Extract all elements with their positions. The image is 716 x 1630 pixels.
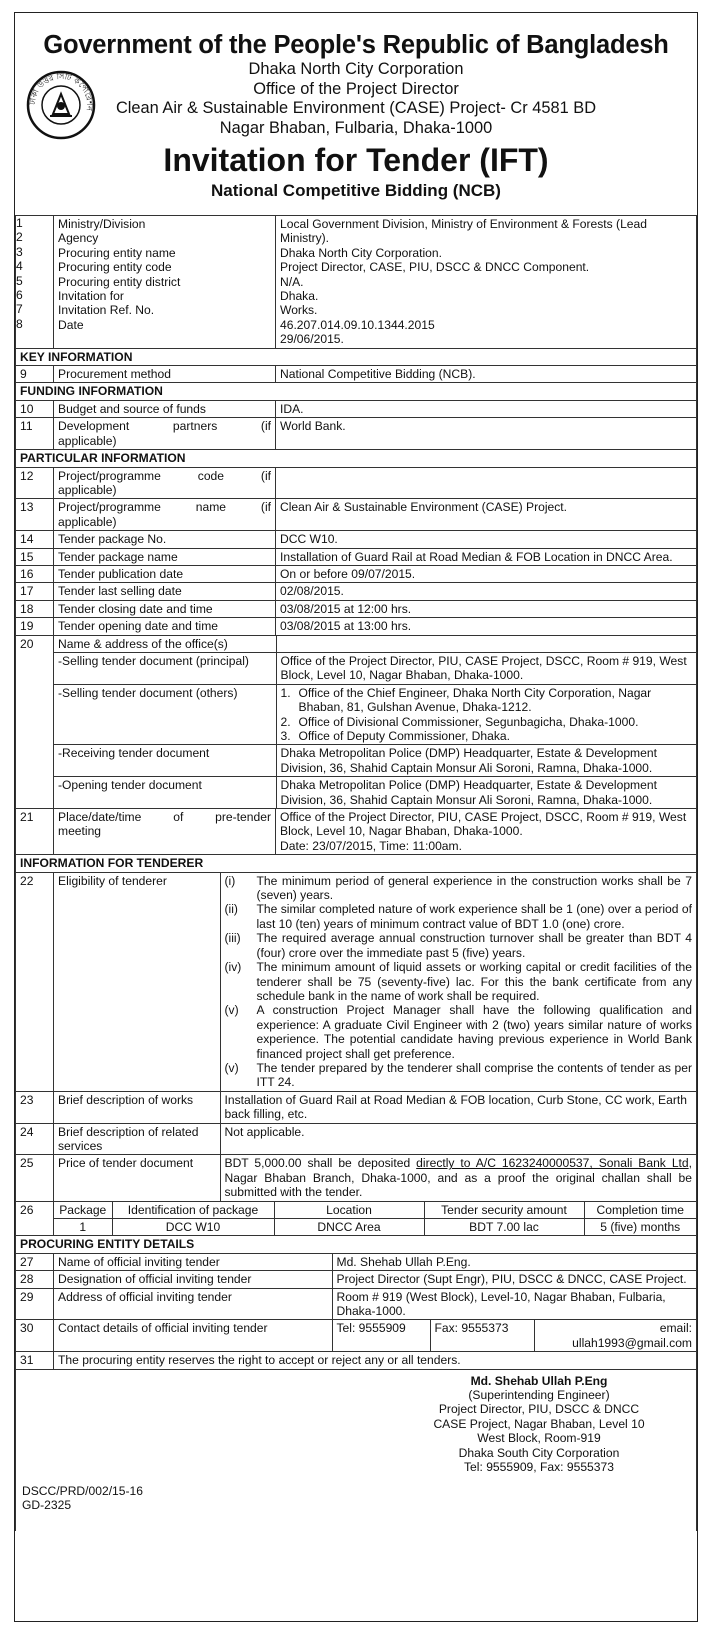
text-cell: Location bbox=[274, 1202, 424, 1219]
text-cell: Works. bbox=[280, 303, 318, 318]
text-cell: Procurement method bbox=[54, 366, 276, 383]
table-cell bbox=[276, 809, 697, 855]
table-row bbox=[16, 583, 697, 600]
header-line: Dhaka North City Corporation bbox=[248, 60, 464, 78]
section-heading bbox=[16, 855, 697, 872]
text-cell: (iii) bbox=[224, 931, 241, 946]
section-heading bbox=[16, 1236, 697, 1253]
text-cell: Price of tender document bbox=[54, 1155, 220, 1200]
header-line: Clean Air & Sustainable Environment (CASE) Project- Cr 4581 BD bbox=[115, 99, 597, 117]
text-cell: 46.207.014.09.10.1344.2015 bbox=[280, 317, 435, 332]
text-cell: Tender closing date and time bbox=[54, 600, 276, 617]
text-cell: 24 bbox=[16, 1123, 54, 1155]
table-row bbox=[16, 1155, 697, 1201]
text-cell: Agency bbox=[58, 231, 99, 246]
text-cell: Room # 919 (West Block), Level-10, Nagar Bhaban, Fulbaria, Dhaka-1000. bbox=[336, 1289, 666, 1319]
text-cell: GD-2325 bbox=[22, 1498, 72, 1513]
text-cell: Project Director, CASE, PIU, DSCC & DNCC Component. bbox=[280, 260, 590, 275]
table-row bbox=[16, 400, 697, 417]
table-cell bbox=[54, 467, 276, 499]
text-cell: IDA. bbox=[276, 400, 697, 417]
table-cell bbox=[54, 418, 276, 450]
table-row bbox=[16, 1253, 697, 1270]
text-cell: KEY INFORMATION bbox=[16, 348, 697, 365]
text-cell: The procuring entity reserves the right to accept or reject any or all tenders. bbox=[54, 1352, 697, 1369]
text-cell: Dhaka Metropolitan Police (DMP) Headquarter, Estate & Development Division, 36, Shahid Captain Monsur Ali Soroni, Ramna, Dhaka-1000. bbox=[276, 777, 696, 808]
seal-icon bbox=[26, 70, 96, 140]
text-cell: applicable) bbox=[58, 482, 117, 497]
table-cell bbox=[54, 635, 697, 808]
text-cell: 9 bbox=[16, 366, 54, 383]
text-cell bbox=[276, 467, 697, 499]
table-cell bbox=[225, 874, 693, 903]
table-cell bbox=[225, 960, 693, 1003]
text-cell: 02/08/2015. bbox=[276, 583, 697, 600]
text-cell: 03/08/2015 at 13:00 hrs. bbox=[276, 618, 697, 635]
text-cell: 31 bbox=[16, 1352, 54, 1369]
text-cell: 8 bbox=[16, 316, 23, 331]
text-cell: FUNDING INFORMATION bbox=[16, 383, 697, 400]
text-cell: 1 bbox=[16, 216, 23, 230]
text-cell: 12 bbox=[16, 467, 54, 499]
text-cell: -Selling tender document (principal) bbox=[54, 652, 276, 684]
signature-row bbox=[16, 1369, 697, 1531]
text-cell: Office of the Project Director, PIU, CASE Project, DSCC, Room # 919, West Block, Level 10, Nagar Bhaban, Dhaka-1000. bbox=[276, 652, 696, 684]
text-cell: Brief description of related services bbox=[54, 1124, 220, 1155]
text-cell: The minimum period of general experience in the construction works shall be 7 (seven) years. bbox=[256, 873, 692, 903]
table-row bbox=[16, 531, 697, 548]
text-cell: The minimum amount of liquid assets or working capital or credit facilities of the tenderer shall be 75 (seventy-five) lac. For this the bank certificate from any schedule bank in the name of work shall be required. bbox=[256, 960, 692, 1003]
text-cell: The required average annual construction turnover shall be greater than BDT 4 (four) crore over the immediate past 5 (five) years. bbox=[256, 931, 692, 960]
text-cell: The tender prepared by the tenderer shall comprise the contents of tender as per ITT 24. bbox=[256, 1060, 692, 1090]
text-cell: (if bbox=[260, 500, 271, 515]
table-row bbox=[16, 1091, 697, 1123]
text-cell: (Superintending Engineer) bbox=[468, 1388, 610, 1403]
text-cell: Completion time bbox=[584, 1202, 696, 1219]
ncb-subtitle: National Competitive Bidding (NCB) bbox=[211, 181, 501, 200]
text-cell: , Nagar Bhaban Branch, Dhaka-1000, and as a proof the original challan shall be submitted with the tender. bbox=[224, 1156, 693, 1200]
text-cell: Dhaka. bbox=[280, 289, 319, 304]
table-cell bbox=[58, 810, 271, 824]
text-cell: DCC W10 bbox=[112, 1219, 274, 1236]
table-cell bbox=[225, 931, 693, 960]
text-cell: 27 bbox=[16, 1253, 54, 1270]
text-cell: email: ullah1993@gmail.com bbox=[572, 1321, 692, 1350]
text-cell: 13 bbox=[16, 499, 54, 531]
text-cell: 18 bbox=[16, 600, 54, 617]
table-row bbox=[16, 1201, 697, 1236]
text-cell: Budget and source of funds bbox=[54, 400, 276, 417]
section-heading bbox=[16, 348, 697, 365]
text-cell: 1 bbox=[54, 1219, 112, 1236]
seal-text: ঢাকা উত্তর সিটি কর্পোরেশন bbox=[27, 71, 95, 112]
text-cell: DNCC Area bbox=[274, 1219, 424, 1236]
text-cell: Dhaka Metropolitan Police (DMP) Headquarter, Estate & Development Division, 36, Shahid Captain Monsur Ali Soroni, Ramna, Dhaka-1000. bbox=[276, 745, 696, 777]
table-cell bbox=[54, 809, 276, 855]
header-line: Office of the Project Director bbox=[253, 79, 459, 98]
text-cell: Tender package name bbox=[54, 548, 276, 565]
table-cell bbox=[58, 419, 271, 433]
text-cell: Procuring entity code bbox=[58, 260, 172, 275]
text-cell: West Block, Room-919 bbox=[477, 1431, 601, 1446]
text-cell: Tender opening date and time bbox=[54, 618, 276, 635]
table-row bbox=[16, 1288, 697, 1320]
text-cell: 29/06/2015. bbox=[280, 332, 344, 347]
table-cell bbox=[54, 1201, 697, 1236]
text-cell: PROCURING ENTITY DETAILS bbox=[16, 1236, 697, 1253]
text-cell: A construction Project Manager shall have the following qualification and experience: A graduate Civil Engineer with 2 (two) years similar nature of works experience. The potential candidate having previous experience in World Bank financed project shall get preference. bbox=[256, 1003, 692, 1061]
text-cell: 5 bbox=[16, 273, 23, 288]
text-cell: 28 bbox=[16, 1271, 54, 1288]
text-cell: (ii) bbox=[224, 902, 238, 917]
text-cell: 15 bbox=[16, 548, 54, 565]
text-cell: Office of Divisional Commissioner, Segunbagicha, Dhaka-1000. bbox=[298, 714, 639, 729]
text-cell: Tender security amount bbox=[424, 1202, 584, 1219]
text-cell: DSCC/PRD/002/15-16 bbox=[22, 1483, 143, 1498]
table-row bbox=[16, 548, 697, 565]
text-cell: partners bbox=[172, 419, 218, 434]
text-cell: 17 bbox=[16, 583, 54, 600]
text-cell: 7 bbox=[16, 302, 23, 317]
text-cell: Tender last selling date bbox=[54, 583, 276, 600]
text-cell: (if bbox=[260, 419, 271, 434]
table-row bbox=[16, 809, 697, 855]
text-cell: Development bbox=[58, 419, 130, 434]
text-cell: N/A. bbox=[280, 274, 304, 289]
table-cell bbox=[220, 1155, 696, 1200]
table-cell bbox=[58, 469, 271, 483]
table-cell bbox=[16, 216, 54, 349]
header bbox=[15, 13, 697, 215]
text-cell: Tender package No. bbox=[54, 531, 276, 548]
text-cell: Project Director (Supt Engr), PIU, DSCC & DNCC, CASE Project. bbox=[336, 1272, 687, 1287]
text-cell: Brief description of works bbox=[54, 1092, 220, 1123]
table-row bbox=[16, 635, 697, 808]
table-cell bbox=[54, 1253, 697, 1270]
table-cell bbox=[276, 216, 697, 349]
table-cell bbox=[281, 686, 693, 715]
table-row bbox=[16, 1123, 697, 1155]
table-cell bbox=[54, 1155, 697, 1201]
text-cell: meeting bbox=[58, 824, 102, 839]
table-row bbox=[16, 418, 697, 450]
ift-title: Invitation for Tender (IFT) bbox=[163, 142, 549, 178]
text-cell: 25 bbox=[16, 1155, 54, 1201]
text-cell: -Receiving tender document bbox=[54, 745, 276, 777]
text-cell: Local Government Division, Ministry of Environment & Forests (Lead Ministry). bbox=[280, 217, 647, 246]
text-cell: directly to A/C 1623240000537, Sonali Bank Ltd bbox=[416, 1156, 689, 1171]
text-cell: Name of official inviting tender bbox=[54, 1254, 332, 1270]
table-row bbox=[16, 1352, 697, 1369]
text-cell: Not applicable. bbox=[224, 1124, 305, 1139]
text-cell: BDT 5,000.00 shall be deposited bbox=[224, 1156, 417, 1171]
text-cell: Clean Air & Sustainable Environment (CASE) Project. bbox=[276, 499, 697, 531]
text-cell: BDT 7.00 lac bbox=[424, 1219, 584, 1236]
text-cell: Date: 23/07/2015, Time: 11:00am. bbox=[280, 838, 462, 853]
text-cell: 03/08/2015 at 12:00 hrs. bbox=[276, 600, 697, 617]
text-cell: Dhaka North City Corporation. bbox=[280, 245, 442, 260]
text-cell: code bbox=[197, 468, 224, 483]
table-cell bbox=[54, 1091, 697, 1123]
text-cell: Designation of official inviting tender bbox=[54, 1271, 332, 1287]
package-table bbox=[54, 1202, 696, 1236]
text-cell: Tender publication date bbox=[54, 565, 276, 582]
text-cell: DCC W10. bbox=[276, 531, 697, 548]
table-cell bbox=[54, 872, 697, 1091]
table-cell bbox=[225, 1003, 693, 1061]
text-cell: (v) bbox=[224, 1060, 239, 1075]
text-cell: PARTICULAR INFORMATION bbox=[16, 450, 697, 467]
tender-table bbox=[15, 215, 697, 1531]
text-cell: Project/programme bbox=[58, 500, 161, 515]
text-cell: Procuring entity district bbox=[58, 274, 181, 289]
tender-notice bbox=[14, 12, 698, 1622]
table-row bbox=[16, 872, 697, 1091]
text-cell: pre-tender bbox=[215, 810, 271, 825]
text-cell: 14 bbox=[16, 531, 54, 548]
text-cell: 20 bbox=[16, 635, 54, 808]
text-cell: (v) bbox=[224, 1003, 239, 1018]
table-cell bbox=[225, 1061, 693, 1090]
text-cell: Procuring entity name bbox=[58, 245, 176, 260]
table-cell bbox=[225, 902, 693, 931]
text-cell: Md. Shehab Ullah P.Eng bbox=[470, 1373, 608, 1388]
text-cell: of bbox=[173, 810, 184, 825]
gov-title: Government of the People's Republic of Bangladesh bbox=[43, 31, 669, 59]
text-cell: -Opening tender document bbox=[54, 777, 276, 808]
text-cell: CASE Project, Nagar Bhaban, Level 10 bbox=[433, 1416, 645, 1431]
text-cell: 10 bbox=[16, 400, 54, 417]
table-row bbox=[16, 366, 697, 383]
text-cell: Office of Deputy Commissioner, Dhaka. bbox=[298, 729, 511, 743]
text-cell: Project Director, PIU, DSCC & DNCC bbox=[438, 1402, 640, 1417]
text-cell: 30 bbox=[16, 1320, 54, 1352]
text-cell: name bbox=[195, 500, 227, 515]
table-cell bbox=[16, 1369, 697, 1531]
text-cell: Dhaka South City Corporation bbox=[458, 1445, 620, 1460]
text-cell: Md. Shehab Ullah P.Eng. bbox=[336, 1254, 471, 1269]
table-row bbox=[16, 467, 697, 499]
text-cell: 16 bbox=[16, 565, 54, 582]
text-cell: 23 bbox=[16, 1091, 54, 1123]
table-cell bbox=[276, 636, 696, 653]
text-cell: applicable) bbox=[58, 514, 117, 529]
text-cell: (i) bbox=[224, 873, 236, 888]
table-row bbox=[16, 600, 697, 617]
table-cell bbox=[54, 1123, 697, 1155]
text-cell: Installation of Guard Rail at Road Median & FOB location, Curb Stone, CC work, Earth back filling, etc. bbox=[224, 1092, 687, 1122]
text-cell: Tel: 9555909, Fax: 9555373 bbox=[464, 1460, 614, 1475]
table-cell bbox=[276, 684, 696, 745]
table-cell bbox=[54, 1271, 697, 1288]
table-cell bbox=[220, 873, 696, 1091]
table-row bbox=[16, 216, 697, 349]
text-cell: -Selling tender document (others) bbox=[54, 684, 276, 745]
text-cell: Office of the Chief Engineer, Dhaka North City Corporation, Nagar Bhaban, 81, Gulshan Avenue, Dhaka-1212. bbox=[298, 685, 652, 715]
text-cell: 6 bbox=[16, 288, 23, 303]
reference-numbers bbox=[22, 1484, 143, 1513]
text-cell: Package bbox=[59, 1202, 107, 1217]
text-cell: 19 bbox=[16, 618, 54, 635]
table-row bbox=[16, 499, 697, 531]
text-cell: The similar completed nature of work experience shall be 1 (one) over a period of last 10 (ten) years of minimum contract value of BDT 1.0 (one) crore. bbox=[256, 902, 692, 931]
text-cell: 3. bbox=[280, 729, 291, 743]
text-cell: 5 (five) months bbox=[584, 1219, 696, 1236]
text-cell: 3 bbox=[16, 244, 23, 259]
text-cell: 29 bbox=[16, 1288, 54, 1320]
table-cell bbox=[54, 499, 276, 531]
text-cell: 1. bbox=[280, 685, 291, 700]
text-cell: Office of the Project Director, PIU, CASE Project, DSCC, Room # 919, West Block, Level 10, Nagar Bhaban, Dhaka-1000. bbox=[280, 810, 687, 839]
text-cell: (if bbox=[260, 468, 271, 483]
section-heading bbox=[16, 383, 697, 400]
text-cell: Address of official inviting tender bbox=[54, 1289, 332, 1320]
text-cell: 4 bbox=[16, 259, 23, 274]
header-line: Nagar Bhaban, Fulbaria, Dhaka-1000 bbox=[219, 118, 493, 137]
text-cell: INFORMATION FOR TENDERER bbox=[16, 855, 697, 872]
text-cell: Invitation Ref. No. bbox=[58, 303, 155, 318]
section-heading bbox=[16, 450, 697, 467]
text-cell: World Bank. bbox=[276, 418, 697, 450]
text-cell: applicable) bbox=[58, 433, 117, 448]
text-cell: Contact details of official inviting tender bbox=[54, 1320, 332, 1351]
table-row bbox=[16, 618, 697, 635]
text-cell: 22 bbox=[16, 872, 54, 1091]
table-cell bbox=[54, 1288, 697, 1320]
table-cell bbox=[54, 1320, 697, 1352]
text-cell: Fax: 9555373 bbox=[430, 1320, 534, 1351]
text-cell: Invitation for bbox=[58, 289, 124, 304]
text-cell: Name & address of the office(s) bbox=[58, 636, 228, 651]
text-cell: National Competitive Bidding (NCB). bbox=[276, 366, 697, 383]
signature-block bbox=[404, 1374, 674, 1475]
text-cell: 26 bbox=[16, 1201, 54, 1236]
text-cell: Tel: 9555909 bbox=[332, 1320, 430, 1351]
text-cell: 2 bbox=[16, 230, 23, 245]
table-cell bbox=[54, 216, 276, 349]
text-cell: 21 bbox=[16, 809, 54, 855]
table-row bbox=[16, 1271, 697, 1288]
table-cell bbox=[281, 715, 693, 729]
table-cell bbox=[281, 729, 693, 743]
text-cell: (iv) bbox=[224, 960, 242, 975]
text-cell: Project/programme bbox=[58, 468, 161, 483]
text-cell: 11 bbox=[16, 418, 54, 450]
text-cell: Identification of package bbox=[112, 1202, 274, 1219]
text-cell: 2. bbox=[280, 714, 291, 729]
text-cell: Ministry/Division bbox=[58, 217, 146, 231]
text-cell: Installation of Guard Rail at Road Median & FOB Location in DNCC Area. bbox=[276, 548, 697, 565]
table-row bbox=[16, 565, 697, 582]
text-cell: On or before 09/07/2015. bbox=[276, 565, 697, 582]
table-cell bbox=[58, 500, 271, 514]
table-row bbox=[16, 1320, 697, 1352]
text-cell: Date bbox=[58, 317, 84, 332]
text-cell: Eligibility of tenderer bbox=[54, 873, 220, 1091]
text-cell: Place/date/time bbox=[58, 810, 142, 825]
